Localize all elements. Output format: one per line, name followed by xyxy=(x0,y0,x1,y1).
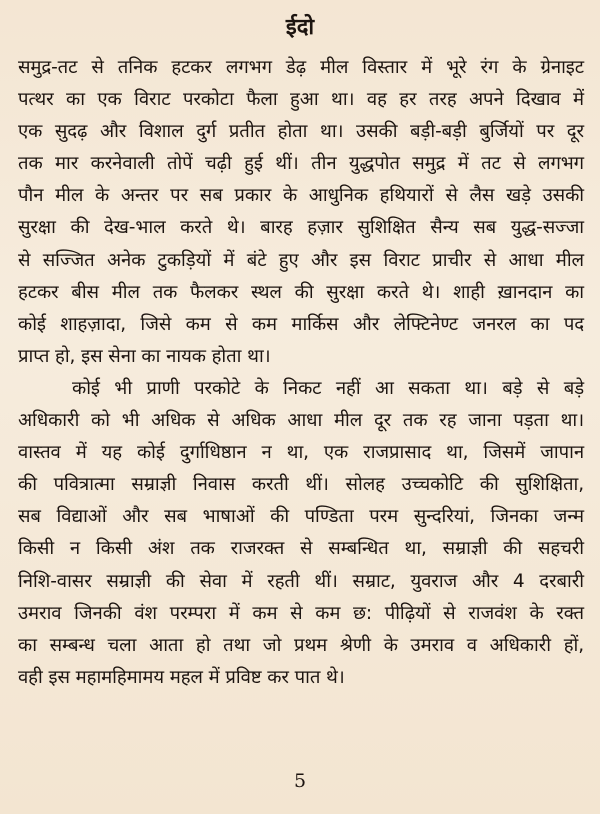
page-number: 5 xyxy=(293,770,307,792)
text-line: तक मार करनेवाली तोपें चढ़ी हुई थीं। तीन युद्धपोत समुद्र में तट से लगभग xyxy=(18,153,584,175)
text-line: निशि-वासर सम्राज्ञी की सेवा में रहती थीं। सम्राट, युवराज और 4 दरबारी xyxy=(18,570,584,592)
text-line: वही इस महामहिमामय महल में प्रविष्ट कर पात थे। xyxy=(18,666,345,688)
text-line: कोई भी प्राणी परकोटे के निकट नहीं आ सकता था। बड़े से बड़े xyxy=(72,377,584,399)
text-line: पौन मील के अन्तर पर सब प्रकार के आधुनिक हथियारों से लैस खड़े उसकी xyxy=(18,185,584,207)
body-text xyxy=(18,52,584,694)
text-line: से सज्जित अनेक टुकड़ियों में बंटे हुए और इस विराट प्राचीर से आधा मील xyxy=(18,249,584,271)
text-line: की पवित्रात्मा सम्राज्ञी निवास करती थीं। सोलह उच्चकोटि की सुशिक्षिता, xyxy=(18,474,584,496)
text-line: पत्थर का एक विराट परकोटा फैला हुआ था। वह हर तरह अपने दिखाव में xyxy=(18,89,584,111)
text-line: हटकर बीस मील तक फैलकर स्थल की सुरक्षा करते थे। शाही ख़ानदान का xyxy=(18,281,584,303)
text-line: सब विद्याओं और सब भाषाओं की पण्डिता परम सुन्दरियां, जिनका जन्म xyxy=(18,506,584,528)
chapter-title: ईदो xyxy=(285,15,315,40)
text-line: किसी न किसी अंश तक राजरक्त से सम्बन्धित था, सम्राज्ञी की सहचरी xyxy=(18,538,584,560)
text-line: प्राप्त हो, इस सेना का नायक होता था। xyxy=(18,345,271,367)
text-line: का सम्बन्ध चला आता हो तथा जो प्रथम श्रेणी के उमराव व अधिकारी हों, xyxy=(18,634,584,656)
text-line: एक सुदढ़ और विशाल दुर्ग प्रतीत होता था। उसकी बड़ी-बड़ी बुर्जियों पर दूर xyxy=(18,121,584,143)
text-line: कोई शाहज़ादा, जिसे कम से कम मार्किस और लेफ्टिनेण्ट जनरल का पद xyxy=(18,313,584,335)
text-line: समुद्र-तट से तनिक हटकर लगभग डेढ़ मील विस्तार में भूरे रंग के ग्रेनाइट xyxy=(18,57,584,78)
text-line: वास्तव में यह कोई दुर्गाधिष्ठान न था, एक राजप्रासाद था, जिसमें जापान xyxy=(18,442,584,464)
text-line: अधिकारी को भी अधिक से अधिक आधा मील दूर तक रह जाना पड़ता था। xyxy=(18,410,584,432)
text-line: सुरक्षा की देख-भाल करते थे। बारह हज़ार सुशिक्षित सैन्य सब युद्ध-सज्जा xyxy=(18,217,584,239)
text-line: उमराव जिनकी वंश परम्परा में कम से कम छ: पीढ़ियों से राजवंश के रक्त xyxy=(18,602,584,624)
